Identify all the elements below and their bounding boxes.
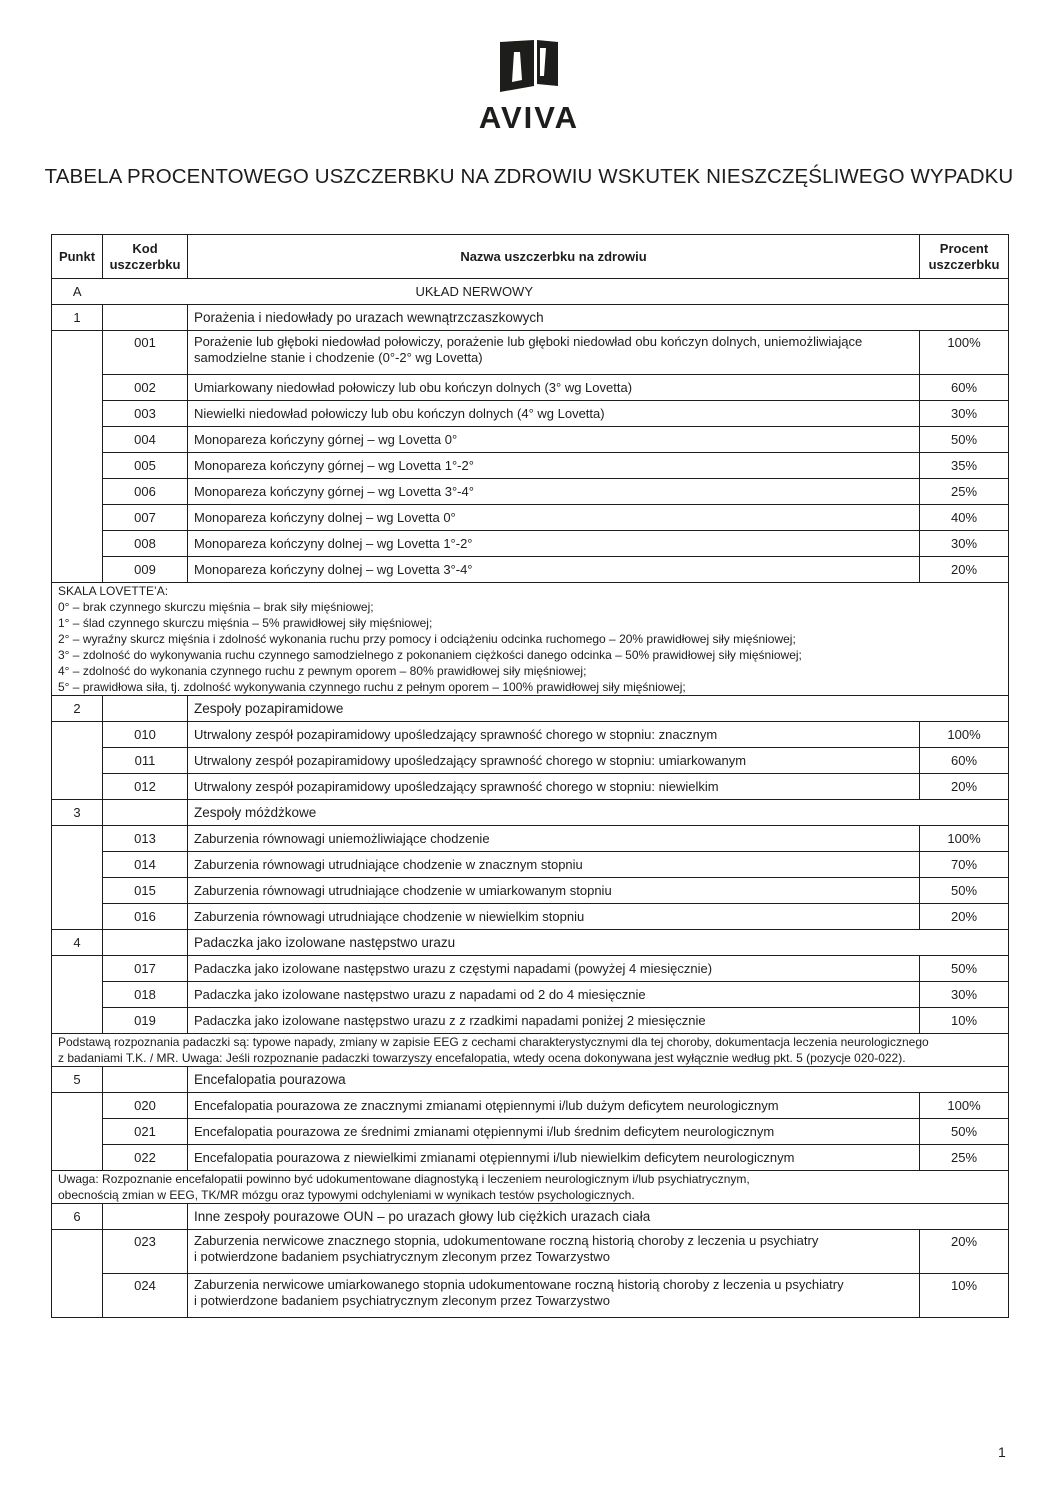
injury-name: Zaburzenia nerwicowe znacznego stopnia, udokumentowane roczną historią choroby z leczenia u psychiatry i potwierdzone badaniem psychiatrycznym zleconym przez Towarzystwo — [188, 1230, 920, 1274]
table-row — [52, 852, 1009, 878]
document-title: TABELA PROCENTOWEGO USZCZERBKU NA ZDROWIU WSKUTEK NIESZCZĘŚLIWEGO WYPADKU — [44, 165, 1014, 188]
injury-code: 008 — [103, 531, 188, 557]
note-line: 4° – zdolność do wykonania czynnego ruchu z pewnym oporem – 80% prawidłowej siły mięśniowej; — [58, 664, 587, 678]
group-punkt: 3 — [52, 800, 103, 826]
injury-code: 006 — [103, 479, 188, 505]
header-procent: Procent uszczerbku — [920, 235, 1009, 279]
group-header-row — [52, 696, 1009, 722]
table-row — [52, 826, 1009, 852]
injury-percent: 30% — [920, 982, 1009, 1008]
injury-percent: 50% — [920, 878, 1009, 904]
group-code-empty — [103, 305, 188, 331]
note-line: z badaniami T.K. / MR. Uwaga: Jeśli rozpoznanie padaczki towarzyszy encefalopatia, wtedy ocena dokonywana jest wyłącznie według pkt. 5 (pozycje 020-022). — [58, 1051, 906, 1065]
injury-percent: 70% — [920, 852, 1009, 878]
injury-name: Monopareza kończyny dolnej – wg Lovetta 0° — [188, 505, 920, 531]
punkt-spacer — [52, 1230, 103, 1318]
injury-percent: 25% — [920, 1145, 1009, 1171]
table-header-row — [52, 235, 1009, 279]
injury-percent: 20% — [920, 774, 1009, 800]
aviva-emblem-icon — [500, 40, 558, 92]
injury-name: Monopareza kończyny górnej – wg Lovetta 3°-4° — [188, 479, 920, 505]
table-row — [52, 331, 1009, 375]
aviva-logo — [466, 40, 592, 135]
table-row — [52, 982, 1009, 1008]
injury-name: Umiarkowany niedowład połowiczy lub obu kończyn dolnych (3° wg Lovetta) — [188, 375, 920, 401]
injury-name: Monopareza kończyny górnej – wg Lovetta 0° — [188, 427, 920, 453]
note-row — [52, 1171, 1009, 1204]
table-row — [52, 904, 1009, 930]
note-line: 1° – ślad czynnego skurczu mięśnia – 5% prawidłowej siły mięśniowej; — [58, 616, 433, 630]
table-row — [52, 531, 1009, 557]
group-name: Zespoły móżdżkowe — [188, 800, 1009, 826]
injury-name: Monopareza kończyny dolnej – wg Lovetta 3°-4° — [188, 557, 920, 583]
injury-code: 002 — [103, 375, 188, 401]
table-row — [52, 1008, 1009, 1034]
injury-code: 011 — [103, 748, 188, 774]
injury-percent: 100% — [920, 1093, 1009, 1119]
injury-code: 018 — [103, 982, 188, 1008]
injury-percent: 50% — [920, 956, 1009, 982]
injury-percent: 10% — [920, 1274, 1009, 1318]
table-row — [52, 1119, 1009, 1145]
encephalopathy-note — [52, 1171, 1009, 1204]
lovett-scale-note — [52, 583, 1009, 696]
table-row — [52, 722, 1009, 748]
group-punkt: 6 — [52, 1204, 103, 1230]
table-row — [52, 375, 1009, 401]
injury-code: 007 — [103, 505, 188, 531]
injury-name: Utrwalony zespół pozapiramidowy upośledzający sprawność chorego w stopniu: niewielkim — [188, 774, 920, 800]
injury-percent: 35% — [920, 453, 1009, 479]
injury-code: 004 — [103, 427, 188, 453]
injury-table — [51, 234, 1009, 1318]
injury-name: Zaburzenia równowagi utrudniające chodzenie w znacznym stopniu — [188, 852, 920, 878]
section-name: UKŁAD NERWOWY — [103, 279, 1009, 305]
group-name: Inne zespoły pourazowe OUN – po urazach głowy lub ciężkich urazach ciała — [188, 1204, 1009, 1230]
injury-percent: 60% — [920, 375, 1009, 401]
punkt-spacer — [52, 1093, 103, 1171]
injury-code: 010 — [103, 722, 188, 748]
injury-code: 021 — [103, 1119, 188, 1145]
group-code-empty — [103, 1204, 188, 1230]
injury-code: 013 — [103, 826, 188, 852]
injury-code: 001 — [103, 331, 188, 375]
injury-name: Encefalopatia pourazowa ze znacznymi zmianami otępiennymi i/lub dużym deficytem neurologicznym — [188, 1093, 920, 1119]
group-name: Zespoły pozapiramidowe — [188, 696, 1009, 722]
injury-name: Encefalopatia pourazowa ze średnimi zmianami otępiennymi i/lub średnim deficytem neurologicznym — [188, 1119, 920, 1145]
header-punkt: Punkt — [52, 235, 103, 279]
injury-name: Utrwalony zespół pozapiramidowy upośledzający sprawność chorego w stopniu: znacznym — [188, 722, 920, 748]
injury-percent: 25% — [920, 479, 1009, 505]
note-row — [52, 583, 1009, 696]
group-header-row — [52, 1204, 1009, 1230]
injury-code: 024 — [103, 1274, 188, 1318]
group-code-empty — [103, 930, 188, 956]
injury-percent: 40% — [920, 505, 1009, 531]
injury-name: Encefalopatia pourazowa z niewielkimi zmianami otępiennymi i/lub niewielkim deficytem neurologicznym — [188, 1145, 920, 1171]
group-punkt: 4 — [52, 930, 103, 956]
punkt-spacer — [52, 722, 103, 800]
group-name: Encefalopatia pourazowa — [188, 1067, 1009, 1093]
table-row — [52, 1274, 1009, 1318]
group-name: Padaczka jako izolowane następstwo urazu — [188, 930, 1009, 956]
note-line: obecnością zmian w EEG, TK/MR mózgu oraz typowymi odchyleniami w wynikach testów psychologicznych. — [58, 1188, 635, 1202]
injury-code: 020 — [103, 1093, 188, 1119]
group-header-row — [52, 930, 1009, 956]
note-row — [52, 1034, 1009, 1067]
injury-percent: 100% — [920, 826, 1009, 852]
injury-code: 016 — [103, 904, 188, 930]
injury-percent: 50% — [920, 1119, 1009, 1145]
group-header-row — [52, 1067, 1009, 1093]
punkt-spacer — [52, 826, 103, 930]
table-row — [52, 748, 1009, 774]
injury-name: Porażenie lub głęboki niedowład połowiczy, porażenie lub głęboki niedowład obu kończyn dolnych, uniemożliwiające samodzielne stanie i chodzenie (0°-2° wg Lovetta) — [188, 331, 920, 375]
table-row — [52, 401, 1009, 427]
injury-percent: 50% — [920, 427, 1009, 453]
note-line: SKALA LOVETTE’A: — [58, 584, 169, 598]
table-row — [52, 956, 1009, 982]
injury-name: Padaczka jako izolowane następstwo urazu z częstymi napadami (powyżej 4 miesięcznie) — [188, 956, 920, 982]
note-line: 2° – wyraźny skurcz mięśnia i zdolność wykonania ruchu przy pomocy i odciążeniu odcinka ruchomego – 20% prawidłowej siły mięśniowej; — [58, 632, 796, 646]
injury-code: 015 — [103, 878, 188, 904]
injury-code: 005 — [103, 453, 188, 479]
group-punkt: 1 — [52, 305, 103, 331]
injury-name: Utrwalony zespół pozapiramidowy upośledzający sprawność chorego w stopniu: umiarkowanym — [188, 748, 920, 774]
injury-name: Monopareza kończyny górnej – wg Lovetta 1°-2° — [188, 453, 920, 479]
note-line: Uwaga: Rozpoznanie encefalopatii powinno być udokumentowane diagnostyką i leczeniem neurologicznym i/lub psychiatrycznym, — [58, 1172, 750, 1186]
table-row — [52, 1093, 1009, 1119]
injury-code: 012 — [103, 774, 188, 800]
injury-name: Monopareza kończyny dolnej – wg Lovetta 1°-2° — [188, 531, 920, 557]
epilepsy-note — [52, 1034, 1009, 1067]
injury-percent: 20% — [920, 557, 1009, 583]
page-number: 1 — [998, 1444, 1006, 1460]
injury-percent: 30% — [920, 531, 1009, 557]
injury-percent: 20% — [920, 904, 1009, 930]
injury-name: Padaczka jako izolowane następstwo urazu z z rzadkimi napadami poniżej 2 miesięcznie — [188, 1008, 920, 1034]
note-line: 5° – prawidłowa siła, tj. zdolność wykonywania czynnego ruchu z pełnym oporem – 100% prawidłowej siły mięśniowej; — [58, 680, 686, 694]
injury-code: 003 — [103, 401, 188, 427]
header-kod: Kod uszczerbku — [103, 235, 188, 279]
table-row — [52, 479, 1009, 505]
table-row — [52, 557, 1009, 583]
note-line: 0° – brak czynnego skurczu mięśnia – brak siły mięśniowej; — [58, 600, 374, 614]
injury-percent: 100% — [920, 331, 1009, 375]
section-letter: A — [52, 279, 103, 305]
brand-name: AVIVA — [478, 100, 580, 135]
injury-name: Padaczka jako izolowane następstwo urazu z napadami od 2 do 4 miesięcznie — [188, 982, 920, 1008]
group-header-row — [52, 800, 1009, 826]
injury-code: 014 — [103, 852, 188, 878]
group-code-empty — [103, 800, 188, 826]
injury-code: 022 — [103, 1145, 188, 1171]
injury-name: Zaburzenia równowagi uniemożliwiające chodzenie — [188, 826, 920, 852]
group-header-row — [52, 305, 1009, 331]
table-row — [52, 427, 1009, 453]
note-line: 3° – zdolność do wykonywania ruchu czynnego samodzielnego z pokonaniem ciężkości danego odcinka – 50% prawidłowej siły mięśniowej; — [58, 648, 802, 662]
table-row — [52, 505, 1009, 531]
injury-code: 023 — [103, 1230, 188, 1274]
table-row — [52, 1145, 1009, 1171]
table-row — [52, 453, 1009, 479]
injury-name: Zaburzenia równowagi utrudniające chodzenie w niewielkim stopniu — [188, 904, 920, 930]
group-name: Porażenia i niedowłady po urazach wewnątrzczaszkowych — [188, 305, 1009, 331]
injury-code: 009 — [103, 557, 188, 583]
table-row — [52, 774, 1009, 800]
injury-name: Zaburzenia równowagi utrudniające chodzenie w umiarkowanym stopniu — [188, 878, 920, 904]
injury-percent: 30% — [920, 401, 1009, 427]
group-punkt: 5 — [52, 1067, 103, 1093]
note-line: Podstawą rozpoznania padaczki są: typowe napady, zmiany w zapisie EEG z cechami charakterystycznymi dla tej choroby, dokumentacja leczenia neurologicznego — [58, 1035, 929, 1049]
injury-percent: 20% — [920, 1230, 1009, 1274]
injury-percent: 60% — [920, 748, 1009, 774]
injury-percent: 10% — [920, 1008, 1009, 1034]
group-punkt: 2 — [52, 696, 103, 722]
group-code-empty — [103, 1067, 188, 1093]
punkt-spacer — [52, 331, 103, 583]
group-code-empty — [103, 696, 188, 722]
injury-name: Zaburzenia nerwicowe umiarkowanego stopnia udokumentowane roczną historią choroby z leczenia u psychiatry i potwierdzone badaniem psychiatrycznym zleconym przez Towarzystwo — [188, 1274, 920, 1318]
injury-code: 019 — [103, 1008, 188, 1034]
table-row — [52, 1230, 1009, 1274]
header-nazwa: Nazwa uszczerbku na zdrowiu — [188, 235, 920, 279]
table-row — [52, 878, 1009, 904]
injury-name: Niewielki niedowład połowiczy lub obu kończyn dolnych (4° wg Lovetta) — [188, 401, 920, 427]
section-row — [52, 279, 1009, 305]
injury-code: 017 — [103, 956, 188, 982]
punkt-spacer — [52, 956, 103, 1034]
injury-percent: 100% — [920, 722, 1009, 748]
